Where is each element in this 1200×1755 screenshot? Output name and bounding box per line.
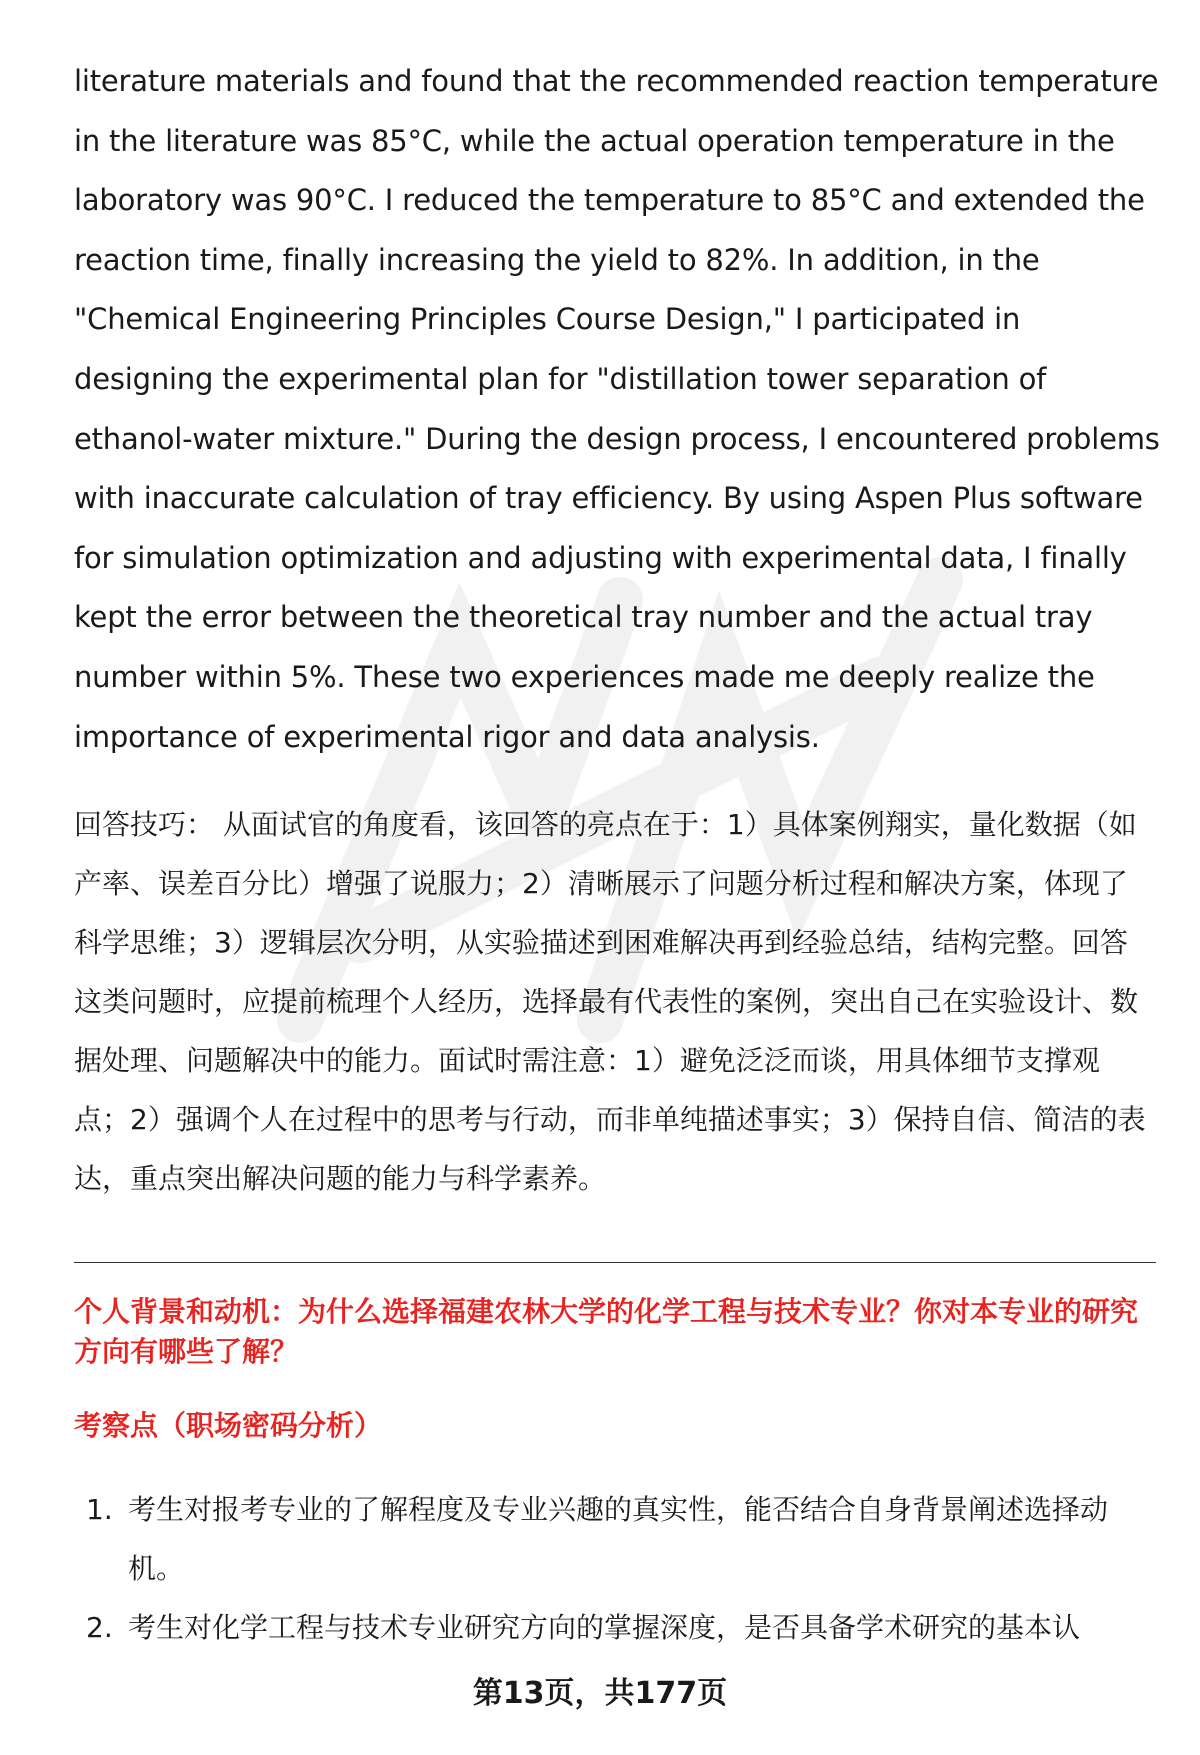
answer-tips-paragraph: 回答技巧： 从面试官的角度看，该回答的亮点在于：1）具体案例翔实，量化数据（如产率、误差百分比）增强了说服力；2）清晰展示了问题分析过程和解决方案，体现了科学思维；3）逻辑层次分明，从实验描述到困难解决再到经验总结，结构完整。回答这类问题时，应提前梳理个人经历，选择最有代表性的案例，突出自己在实验设计、数据处理、问题解决中的能力。面试时需注意：1）避免泛泛而谈，用具体细节支撑观点；2）强调个人在过程中的思考与行动，而非单纯描述事实；3）保持自信、简洁的表达，重点突出解决问题的能力与科学素养。 xyxy=(74,808,1146,1195)
list-item xyxy=(74,1598,1156,1657)
list-item-text: 考生对报考专业的了解程度及专业兴趣的真实性，能否结合自身背景阐述选择动机。 xyxy=(128,1493,1109,1585)
page-number-footer: 第13页，共177页 xyxy=(472,1676,728,1711)
list-item xyxy=(74,1480,1156,1598)
assessment-points-heading: 考察点（职场密码分析） xyxy=(74,1409,383,1442)
assessment-points-list xyxy=(74,1480,1156,1657)
body-paragraph: literature materials and found that the recommended reaction temperature in the literature was 85°C, while the actual operation temperature in the laboratory was 90°C. I reduced the temperature to 85°C and extended the reaction time, finally increasing the yield to 82%. In addition, in the "Chemical Engineering Principles Course Design," I participated in designing the experimental plan for "distillation tower separation of ethanol-water mixture." During the design process, I encountered problems with inaccurate calculation of tray efficiency. By using Aspen Plus software for simulation optimization and adjusting with experimental data, I finally kept the error between the theoretical tray number and the actual tray number within 5%. These two experiences made me deeply realize the importance of experimental rigor and data analysis. xyxy=(74,64,1160,754)
list-item-number: 1. xyxy=(86,1493,113,1526)
question-title: 个人背景和动机：为什么选择福建农林大学的化学工程与技术专业？你对本专业的研究方向有哪些了解？ xyxy=(74,1295,1139,1368)
section-divider xyxy=(74,1262,1156,1263)
list-item-number: 2. xyxy=(86,1611,113,1644)
list-item-text: 考生对化学工程与技术专业研究方向的掌握深度，是否具备学术研究的基本认 xyxy=(128,1611,1081,1644)
